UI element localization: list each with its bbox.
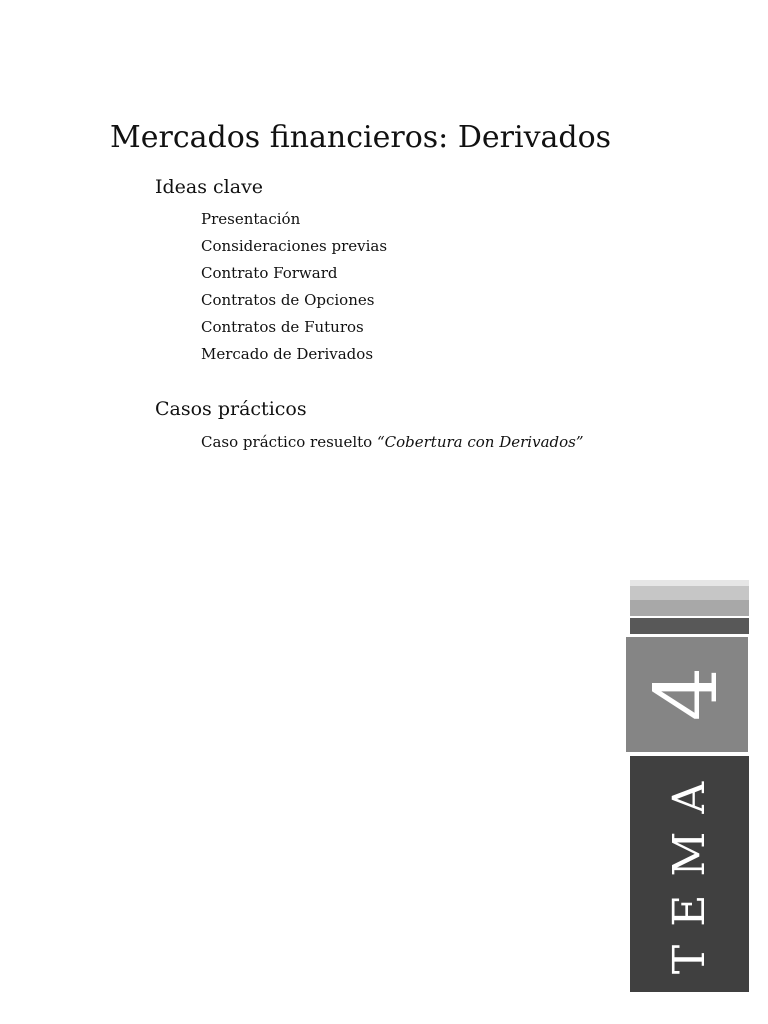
section-heading-casos-practicos: Casos prácticos: [155, 398, 307, 420]
caso-practico-prefix: Caso práctico resuelto: [201, 433, 377, 451]
toc-item-contrato-forward: Contrato Forward: [201, 264, 338, 282]
ideas-clave-list: [201, 206, 387, 368]
toc-item-caso-practico: [201, 429, 584, 456]
toc-item-contratos-opciones: Contratos de Opciones: [201, 291, 375, 309]
toc-item-presentacion: Presentación: [201, 210, 301, 228]
page-title: Mercados financieros: Derivados: [110, 120, 612, 155]
caso-practico-title: “Cobertura con Derivados”: [376, 433, 584, 451]
tab-band-medium: [630, 600, 749, 616]
chapter-number-block: [626, 637, 748, 752]
chapter-label: TEMA: [664, 763, 715, 975]
chapter-label-block: [630, 756, 749, 992]
tab-band-dark: [630, 618, 749, 634]
section-heading-ideas-clave: Ideas clave: [155, 176, 264, 198]
toc-item-mercado-derivados: Mercado de Derivados: [201, 345, 374, 363]
casos-practicos-list: [201, 429, 584, 456]
toc-item-consideraciones-previas: Consideraciones previas: [201, 237, 388, 255]
toc-item-contratos-futuros: Contratos de Futuros: [201, 318, 364, 336]
chapter-number: 4: [637, 666, 737, 722]
tab-band-light: [630, 586, 749, 600]
